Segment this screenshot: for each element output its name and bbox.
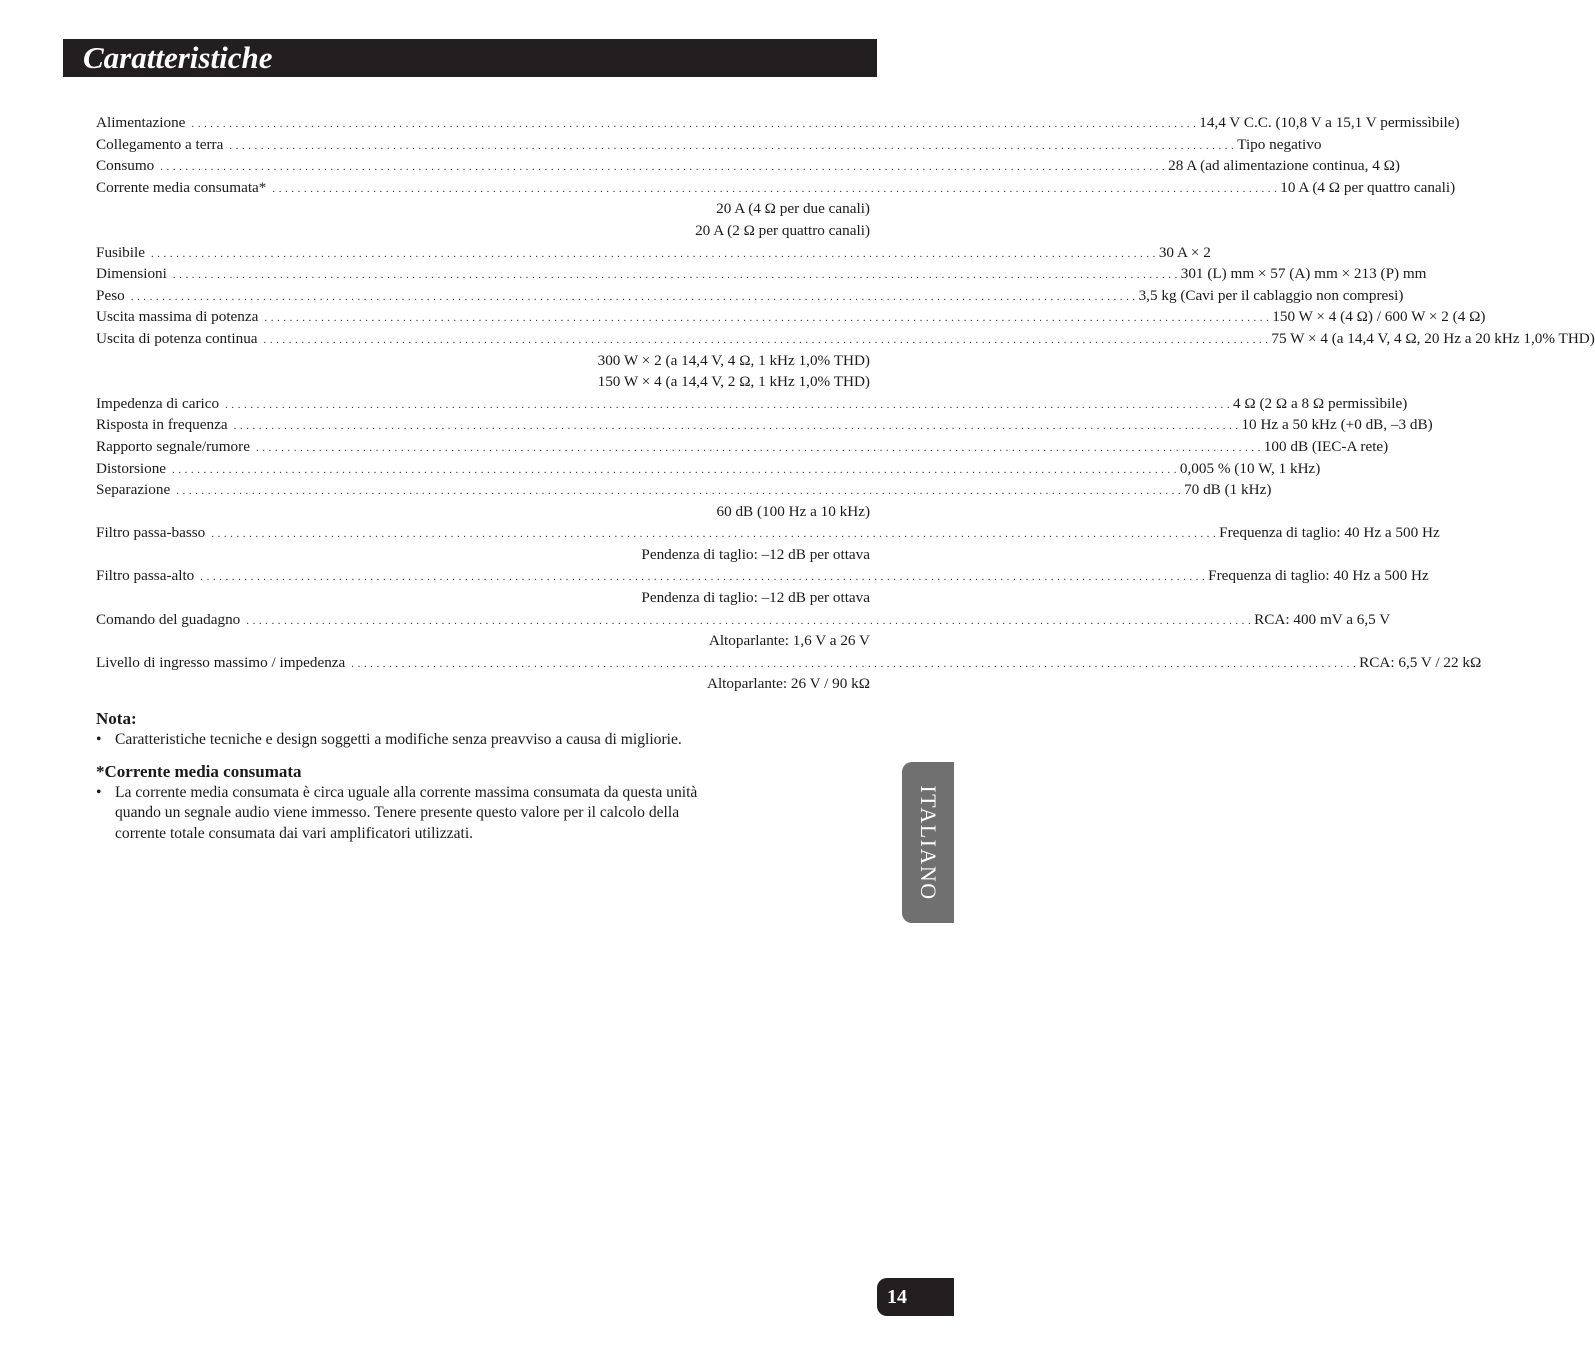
page-title: Caratteristiche: [83, 40, 273, 75]
notes-section: [96, 708, 876, 854]
note-text: Caratteristiche tecniche e design soggetti a modifiche senza preavviso a causa di migliorie.: [115, 731, 682, 748]
spec-row: [96, 630, 870, 652]
dot-leader: . . . . . . . . . . . . . . . . . . . . . . . . . . . . . . . . . . . . . . . . . . . . . . . . . . . . . . . . . . . . . . . . . . . . . . . . . . . . . . . . . . . . . . . . . . . . . . . . . . . . . . . . . . . . . . . . . . . . . . . . . . . . . . . . . . . . . . . . . . . . . . . . . . . . . . . . . . . . . . . .: [351, 657, 1357, 670]
spec-value: 60 dB (100 Hz a 10 kHz): [716, 502, 870, 520]
spec-value: 4 Ω (2 Ω a 8 Ω permissìbile): [1232, 394, 1408, 412]
dot-leader: . . . . . . . . . . . . . . . . . . . . . . . . . . . . . . . . . . . . . . . . . . . . . . . . . . . . . . . . . . . . . . . . . . . . . . . . . . . . . . . . . . . . . . . . . . . . . . . . . . . . . . . . . . . . . . . . . . . . . . . . . . . . . . . . . . . . . . . . . . . . . . . . . . . . . . . . . . . . . . . .: [176, 485, 1182, 498]
dot-leader: . . . . . . . . . . . . . . . . . . . . . . . . . . . . . . . . . . . . . . . . . . . . . . . . . . . . . . . . . . . . . . . . . . . . . . . . . . . . . . . . . . . . . . . . . . . . . . . . . . . . . . . . . . . . . . . . . . . . . . . . . . . . . . . . . . . . . . . . . . . . . . . . . . . . . . . . . . . . . . . .: [272, 182, 1278, 195]
spec-label: Rapporto segnale/rumore: [96, 437, 250, 455]
spec-row: [96, 673, 870, 695]
dot-leader: . . . . . . . . . . . . . . . . . . . . . . . . . . . . . . . . . . . . . . . . . . . . . . . . . . . . . . . . . . . . . . . . . . . . . . . . . . . . . . . . . . . . . . . . . . . . . . . . . . . . . . . . . . . . . . . . . . . . . . . . . . . . . . . . . . . . . . . . . . . . . . . . . . . . . . . . . . . . . . . .: [200, 571, 1206, 584]
spec-row: [96, 522, 1440, 544]
spec-value: 100 dB (IEC-A rete): [1263, 437, 1389, 455]
spec-label: Uscita di potenza continua: [96, 329, 258, 347]
language-tab-label: ITALIANO: [916, 784, 941, 901]
page-number-box: [877, 1278, 954, 1316]
spec-row: [96, 565, 1429, 587]
spec-label: Comando del guadagno: [96, 610, 241, 628]
spec-value: Altoparlante: 1,6 V a 26 V: [708, 632, 870, 650]
note-heading: Nota:: [96, 709, 137, 728]
spec-value: 28 A (ad alimentazione continua, 4 Ω): [1168, 157, 1400, 175]
spec-label: Peso: [96, 286, 125, 304]
spec-label: Collegamento a terra: [96, 135, 224, 153]
dot-leader: . . . . . . . . . . . . . . . . . . . . . . . . . . . . . . . . . . . . . . . . . . . . . . . . . . . . . . . . . . . . . . . . . . . . . . . . . . . . . . . . . . . . . . . . . . . . . . . . . . . . . . . . . . . . . . . . . . . . . . . . . . . . . . . . . . . . . . . . . . . . . . . . . . . . . . . . . . . . . . . .: [225, 398, 1230, 411]
spec-row: [96, 436, 1389, 458]
spec-value: 70 dB (1 kHz): [1184, 481, 1272, 499]
spec-value: 0,005 % (10 W, 1 kHz): [1179, 459, 1321, 477]
dot-leader: . . . . . . . . . . . . . . . . . . . . . . . . . . . . . . . . . . . . . . . . . . . . . . . . . . . . . . . . . . . . . . . . . . . . . . . . . . . . . . . . . . . . . . . . . . . . . . . . . . . . . . . . . . . . . . . . . . . . . . . . . . . . . . . . . . . . . . . . . . . . . . . . . . . . . . . . . . . . . . . .: [160, 161, 1166, 174]
spec-label: Distorsione: [96, 459, 167, 477]
page-title-bar: [63, 39, 877, 77]
spec-label: Filtro passa-alto: [96, 567, 195, 585]
dot-leader: . . . . . . . . . . . . . . . . . . . . . . . . . . . . . . . . . . . . . . . . . . . . . . . . . . . . . . . . . . . . . . . . . . . . . . . . . . . . . . . . . . . . . . . . . . . . . . . . . . . . . . . . . . . . . . . . . . . . . . . . . . . . . . . . . . . . . . . . . . . . . . . . . . . . . . . . . . . . . . . .: [211, 528, 1217, 541]
language-tab: [902, 762, 954, 923]
dot-leader: . . . . . . . . . . . . . . . . . . . . . . . . . . . . . . . . . . . . . . . . . . . . . . . . . . . . . . . . . . . . . . . . . . . . . . . . . . . . . . . . . . . . . . . . . . . . . . . . . . . . . . . . . . . . . . . . . . . . . . . . . . . . . . . . . . . . . . . . . . . . . . . . . . . . . . . . . . . . . . . .: [263, 333, 1269, 346]
spec-value: Tipo negativo: [1237, 135, 1322, 153]
spec-label: Risposta in frequenza: [96, 416, 228, 434]
dot-leader: . . . . . . . . . . . . . . . . . . . . . . . . . . . . . . . . . . . . . . . . . . . . . . . . . . . . . . . . . . . . . . . . . . . . . . . . . . . . . . . . . . . . . . . . . . . . . . . . . . . . . . . . . . . . . . . . . . . . . . . . . . . . . . . . . . . . . . . . . . . . . . . . . . . . . . . . . . . . . . . .: [191, 118, 1197, 130]
spec-row: [96, 371, 870, 393]
spec-value: 300 W × 2 (a 14,4 V, 4 Ω, 1 kHz 1,0% THD): [597, 351, 870, 369]
spec-value: 10 Hz a 50 kHz (+0 dB, –3 dB): [1241, 416, 1433, 434]
spec-row: [96, 306, 1486, 328]
spec-row: [96, 350, 870, 372]
spec-row: [96, 285, 1404, 307]
spec-label: Separazione: [96, 481, 171, 499]
spec-value: 150 W × 4 (4 Ω) / 600 W × 2 (4 Ω): [1272, 308, 1486, 326]
dot-leader: . . . . . . . . . . . . . . . . . . . . . . . . . . . . . . . . . . . . . . . . . . . . . . . . . . . . . . . . . . . . . . . . . . . . . . . . . . . . . . . . . . . . . . . . . . . . . . . . . . . . . . . . . . . . . . . . . . . . . . . . . . . . . . . . . . . . . . . . . . . . . . . . . . . . . . . . . . . . . . . .: [255, 441, 1261, 454]
dot-leader: . . . . . . . . . . . . . . . . . . . . . . . . . . . . . . . . . . . . . . . . . . . . . . . . . . . . . . . . . . . . . . . . . . . . . . . . . . . . . . . . . . . . . . . . . . . . . . . . . . . . . . . . . . . . . . . . . . . . . . . . . . . . . . . . . . . . . . . . . . . . . . . . . . . . . . . . . . . . . . . .: [130, 290, 1136, 303]
spec-row: [96, 242, 1211, 264]
spec-label: Dimensioni: [96, 265, 167, 283]
spec-value: 20 A (4 Ω per due canali): [716, 200, 870, 218]
spec-value: Pendenza di taglio: –12 dB per ottava: [641, 545, 870, 563]
spec-row: [96, 328, 1595, 350]
spec-row: [96, 177, 1456, 199]
dot-leader: . . . . . . . . . . . . . . . . . . . . . . . . . . . . . . . . . . . . . . . . . . . . . . . . . . . . . . . . . . . . . . . . . . . . . . . . . . . . . . . . . . . . . . . . . . . . . . . . . . . . . . . . . . . . . . . . . . . . . . . . . . . . . . . . . . . . . . . . . . . . . . . . . . . . . . . . . . . . . . . .: [150, 247, 1156, 260]
spec-label: Alimentazione: [96, 114, 186, 131]
spec-label: Uscita massima di potenza: [96, 308, 259, 326]
spec-row: [96, 414, 1433, 436]
current-note-text: La corrente media consumata è circa uguale alla corrente massima consumata da questa unità quando un segnale audio viene immesso. Tenere presente questo valore per il calcolo della corrente totale consumata dai vari amplificatori utilizzati.: [115, 783, 698, 842]
specifications-list: [96, 112, 1595, 695]
spec-value: RCA: 400 mV a 6,5 V: [1254, 610, 1391, 628]
spec-row: [96, 479, 1272, 501]
spec-label: Consumo: [96, 157, 155, 175]
spec-label: Filtro passa-basso: [96, 524, 206, 542]
spec-value: 20 A (2 Ω per quattro canali): [695, 221, 870, 239]
spec-row: [96, 458, 1321, 480]
spec-row: [96, 155, 1400, 177]
spec-row: [96, 652, 1482, 674]
dot-leader: . . . . . . . . . . . . . . . . . . . . . . . . . . . . . . . . . . . . . . . . . . . . . . . . . . . . . . . . . . . . . . . . . . . . . . . . . . . . . . . . . . . . . . . . . . . . . . . . . . . . . . . . . . . . . . . . . . . . . . . . . . . . . . . . . . . . . . . . . . . . . . . . . . . . . . . . . . . . . . . .: [229, 139, 1235, 152]
spec-value: 14,4 V C.C. (10,8 V a 15,1 V permissìbile): [1199, 114, 1460, 131]
spec-row: [96, 544, 870, 566]
dot-leader: . . . . . . . . . . . . . . . . . . . . . . . . . . . . . . . . . . . . . . . . . . . . . . . . . . . . . . . . . . . . . . . . . . . . . . . . . . . . . . . . . . . . . . . . . . . . . . . . . . . . . . . . . . . . . . . . . . . . . . . . . . . . . . . . . . . . . . . . . . . . . . . . . . . . . . . . . . . . . . . .: [172, 269, 1178, 282]
spec-value: RCA: 6,5 V / 22 kΩ: [1359, 653, 1482, 671]
bullet-mark: •: [96, 783, 102, 801]
spec-value: 30 A × 2: [1158, 243, 1211, 261]
spec-value: Pendenza di taglio: –12 dB per ottava: [641, 589, 870, 607]
spec-row: [96, 609, 1391, 631]
dot-leader: . . . . . . . . . . . . . . . . . . . . . . . . . . . . . . . . . . . . . . . . . . . . . . . . . . . . . . . . . . . . . . . . . . . . . . . . . . . . . . . . . . . . . . . . . . . . . . . . . . . . . . . . . . . . . . . . . . . . . . . . . . . . . . . . . . . . . . . . . . . . . . . . . . . . . . . . . . . . . . . .: [246, 614, 1252, 627]
spec-row: [96, 393, 1408, 415]
spec-row: [96, 220, 870, 242]
spec-row: [96, 587, 870, 609]
spec-label: Fusibile: [96, 243, 145, 261]
spec-value: 75 W × 4 (a 14,4 V, 4 Ω, 20 Hz a 20 kHz 1,0% THD): [1271, 329, 1595, 347]
note-bullet: [96, 730, 876, 751]
spec-row: [96, 263, 1427, 285]
current-note-bullet: [96, 783, 706, 845]
dot-leader: . . . . . . . . . . . . . . . . . . . . . . . . . . . . . . . . . . . . . . . . . . . . . . . . . . . . . . . . . . . . . . . . . . . . . . . . . . . . . . . . . . . . . . . . . . . . . . . . . . . . . . . . . . . . . . . . . . . . . . . . . . . . . . . . . . . . . . . . . . . . . . . . . . . . . . . . . . . . . . . .: [233, 420, 1239, 433]
current-note-heading: *Corrente media consumata: [96, 761, 302, 781]
spec-value: Altoparlante: 26 V / 90 kΩ: [706, 675, 870, 693]
spec-label: Livello di ingresso massimo / impedenza: [96, 653, 346, 671]
spec-value: 10 A (4 Ω per quattro canali): [1280, 178, 1456, 196]
spec-row: [96, 112, 1460, 134]
spec-value: 3,5 kg (Cavi per il cablaggio non compresi): [1138, 286, 1404, 304]
dot-leader: . . . . . . . . . . . . . . . . . . . . . . . . . . . . . . . . . . . . . . . . . . . . . . . . . . . . . . . . . . . . . . . . . . . . . . . . . . . . . . . . . . . . . . . . . . . . . . . . . . . . . . . . . . . . . . . . . . . . . . . . . . . . . . . . . . . . . . . . . . . . . . . . . . . . . . . . . . . . . . . .: [264, 312, 1270, 325]
spec-value: Frequenza di taglio: 40 Hz a 500 Hz: [1208, 567, 1429, 585]
spec-value: 301 (L) mm × 57 (A) mm × 213 (P) mm: [1180, 265, 1427, 283]
spec-label: Impedenza di carico: [96, 394, 220, 412]
page-number: 14: [887, 1286, 907, 1308]
spec-row: [96, 501, 870, 523]
spec-label: Corrente media consumata*: [96, 178, 267, 196]
spec-value: 150 W × 4 (a 14,4 V, 2 Ω, 1 kHz 1,0% THD): [597, 373, 870, 391]
dot-leader: . . . . . . . . . . . . . . . . . . . . . . . . . . . . . . . . . . . . . . . . . . . . . . . . . . . . . . . . . . . . . . . . . . . . . . . . . . . . . . . . . . . . . . . . . . . . . . . . . . . . . . . . . . . . . . . . . . . . . . . . . . . . . . . . . . . . . . . . . . . . . . . . . . . . . . . . . . . . . . . .: [172, 463, 1177, 476]
spec-row: [96, 198, 870, 220]
spec-value: Frequenza di taglio: 40 Hz a 500 Hz: [1219, 524, 1440, 542]
spec-row: [96, 134, 1322, 156]
bullet-mark: •: [96, 731, 102, 748]
